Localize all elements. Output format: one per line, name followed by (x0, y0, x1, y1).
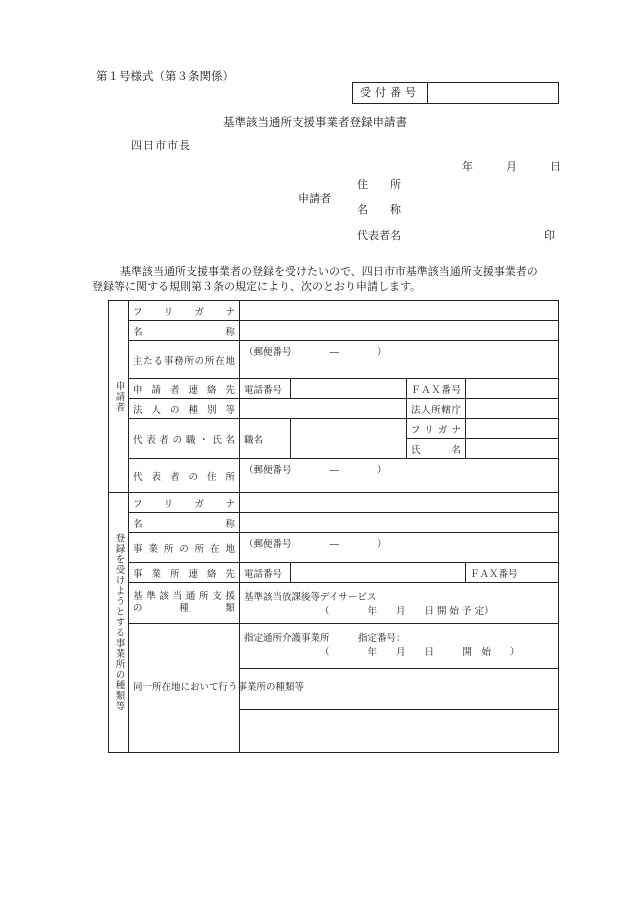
intro-paragraph (92, 264, 566, 294)
s1-rep-address-label: 代表者の住所 (129, 459, 240, 493)
s1-phone-label: 電話番号 (240, 379, 291, 399)
s1-job-title-label: 職名 (240, 419, 291, 459)
s2-location-value[interactable] (240, 533, 559, 563)
s1-rep-title-name-label: 代表者の職・氏名 (129, 419, 240, 459)
s1-rep-address-value[interactable] (240, 459, 559, 493)
s2-furigana-label: フリガナ (129, 493, 240, 513)
s2-support-type-label (129, 583, 240, 624)
s2-fax-label: ＦＡＸ番号 (470, 568, 518, 580)
s2-location-row (109, 533, 559, 563)
s1-name-label: 名称 (129, 321, 240, 341)
s2-phone-label: 電話番号 (240, 563, 291, 583)
intro-line-2: 登録等に関する規則第３条の規定により、次のとおり申請します。 (92, 280, 422, 293)
addressee: 四日市市長 (131, 139, 191, 152)
section2-side-label: 登録を受けようとする事業所の種類等 (109, 493, 129, 753)
s1-fax-value[interactable] (466, 379, 559, 399)
s2-contact-label: 事業所連絡先 (129, 563, 240, 583)
s1-address-value[interactable] (240, 341, 559, 379)
date-month: 月 (506, 160, 517, 173)
s1-job-title-value[interactable] (291, 419, 407, 459)
s2-same-location-line2: （ 年 月 日 開 始 ） (320, 647, 520, 658)
date-day: 日 (550, 160, 561, 173)
s1-postal-code: （郵便番号 ― ） (244, 347, 387, 358)
s1-fax-label: ＦＡＸ番号 (407, 379, 466, 399)
s2-support-type-label-l1: 基準該当通所支援 (133, 591, 235, 602)
s2-furigana-row (109, 493, 559, 513)
s2-same-location-row-1 (109, 624, 559, 669)
s2-same-location-label: 同一所在地において行う事業所の種類等 (129, 624, 240, 753)
s2-phone-value[interactable] (291, 563, 466, 583)
s1-name-value[interactable] (240, 321, 559, 341)
s2-name-row (109, 513, 559, 533)
s1-contact-label: 申請者連絡先 (129, 379, 240, 399)
s1-corp-type-label: 法人の種別等 (129, 399, 240, 419)
applicant-address-label: 住 所 (357, 178, 401, 191)
s1-corp-type-value[interactable] (240, 399, 407, 419)
s2-fax-cell (466, 563, 559, 583)
s2-location-label: 事業所の所在地 (129, 533, 240, 563)
s1-rep-furigana-value[interactable] (466, 419, 559, 439)
s2-support-type-row (109, 583, 559, 624)
s1-address-row (109, 341, 559, 379)
s1-furigana-row (109, 301, 559, 321)
date-year: 年 (462, 160, 473, 173)
s2-same-location-value-1[interactable] (240, 624, 559, 669)
s1-rep-name-value[interactable] (466, 439, 559, 459)
s1-rep-name-label: 氏 名 (407, 439, 466, 459)
s2-support-type-value-l2: （ 年 月 日 開 始 予 定） (320, 606, 494, 617)
s1-contact-row (109, 379, 559, 399)
receipt-number-field[interactable] (428, 83, 558, 103)
section1-side-label: 申請者 (109, 301, 129, 493)
s1-corp-row (109, 399, 559, 419)
receipt-number-box (352, 82, 559, 104)
form-number: 第１号様式（第３条関係） (96, 69, 234, 83)
document-title: 基準該当通所支援事業者登録申請書 (223, 115, 407, 129)
seal-mark: 印 (544, 229, 555, 242)
s1-phone-value[interactable] (291, 379, 407, 399)
s1-corp-authority-label: 法人所轄庁 (407, 399, 466, 419)
applicant-rep-label: 代表者名 (357, 229, 401, 242)
s2-same-location-line1: 指定通所介護事業所 指定番号： (244, 633, 406, 644)
s2-furigana-value[interactable] (240, 493, 559, 513)
s2-support-type-label-l2: の 種 類 (133, 603, 235, 614)
s1-name-row (109, 321, 559, 341)
s1-furigana-label: フリガナ (129, 301, 240, 321)
s1-rep-postal-code: （郵便番号 ― ） (244, 465, 387, 476)
s1-rep-address-row (109, 459, 559, 493)
s2-support-type-value-l1: 基準該当放課後等デイサービス (244, 592, 377, 603)
s1-furigana-value[interactable] (240, 301, 559, 321)
s1-rep-furigana-label: フリガナ (407, 419, 466, 439)
s2-postal-code: （郵便番号 ― ） (244, 539, 387, 550)
receipt-number-label: 受付番号 (353, 83, 428, 103)
s2-name-label: 名称 (129, 513, 240, 533)
s1-address-label: 主たる事務所の所在地 (129, 341, 240, 379)
s1-corp-authority-value[interactable] (466, 399, 559, 419)
s2-name-value[interactable] (240, 513, 559, 533)
s2-support-type-value[interactable] (240, 583, 559, 624)
s2-same-location-value-3[interactable] (240, 710, 559, 753)
applicant-label: 申請者 (298, 192, 331, 205)
s2-contact-row (109, 563, 559, 583)
application-table (108, 300, 559, 753)
intro-line-1: 基準該当通所支援事業者の登録を受けたいので、四日市市基準該当通所支援事業者の (120, 265, 538, 278)
applicant-name-label: 名 称 (357, 203, 401, 216)
date-line (462, 158, 561, 174)
s1-rep-row-1 (109, 419, 559, 439)
